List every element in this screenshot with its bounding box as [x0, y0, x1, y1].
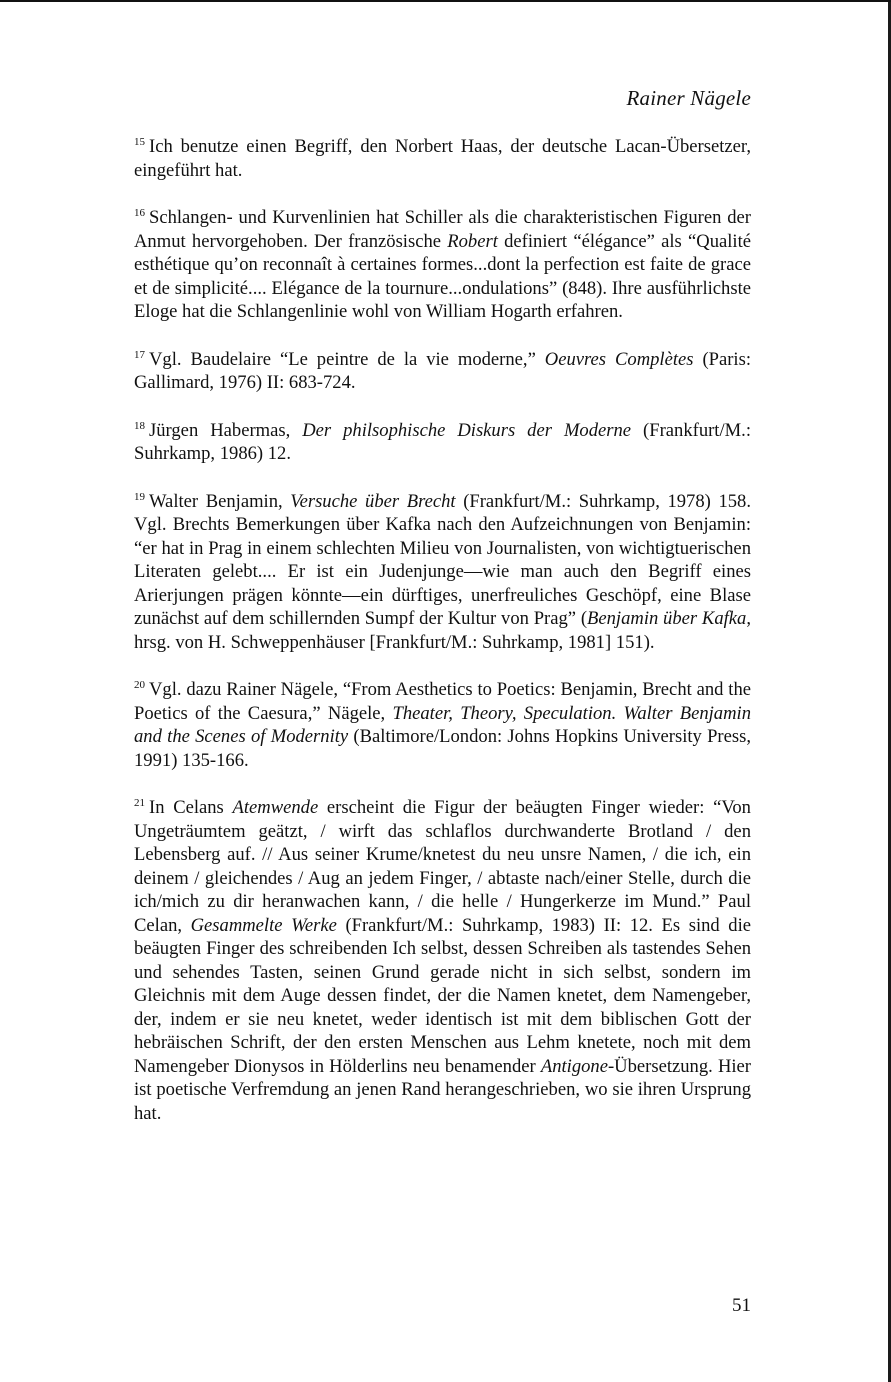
endnote-text: erscheint die Figur der beäugten Finger wieder: “Von Ungeträumtem geätzt, / wirft das schlaflos durchwanderte Brotland / den Lebensberg auf. // Aus seiner Krume/knetest du neu unsre Namen, / die ich, ein deinem / gleichendes / Aug an jedem Finger, / abtaste nach/einer Stelle, durch die ich/mich zu dir heranwachen kann, / die helle / Hungerkerze im Mund.” Paul Celan, — [134, 797, 751, 936]
endnote-text: (Frankfurt/M.: Suhrkamp, 1986) 12. — [134, 419, 751, 464]
endnote-title-italic: Antigone — [540, 1055, 608, 1077]
endnote-number: 15 — [134, 136, 145, 148]
endnote-text: (Frankfurt/M.: Suhrkamp, 1983) II: 12. Es sind die beäugten Finger des schreibenden Ich selbst, dessen Schreiben als tastendes Sehen und sehendes Tasten, seinen Grund gerade nicht in sich selbst, sondern im Gleichnis mit dem Auge dessen findet, der die Namen knetet, dem Namengeber, der, indem er sie neu knetet, weder identisch ist mit dem biblischen Gott der hebräischen Schrift, der den ersten Menschen aus Lehm knetete, noch mit dem Namengeber Dionysos in Hölderlins neu benamender — [134, 914, 751, 1077]
endnote-number: 20 — [134, 679, 145, 691]
endnotes-list — [134, 135, 751, 1149]
endnote-title-italic: Benjamin über Kafka — [587, 608, 747, 629]
endnote-text: In Celans — [149, 797, 233, 818]
endnote-20 — [134, 678, 751, 772]
endnote-text: -Übersetzung. Hier ist poetische Verfremdung an jenen Rand herangeschrieben, wo sie ihren Ursprung hat. — [134, 1055, 751, 1124]
endnote-18 — [134, 419, 751, 466]
endnote-title-italic: Robert — [447, 230, 498, 252]
endnote-text: Ich benutze einen Begriff, den Norbert Haas, der deutsche Lacan-Übersetzer, eingeführt hat. — [134, 136, 751, 181]
endnote-text: definiert “élégance” als “Qualité esthétique qu’on reconnaît à certaines formes...dont la perfection est faite de grace et de simplicité.... Elégance de la tournure...ondulations” (848). Ihre ausführlichste Eloge hat die Schlangenlinie wohl von William Hogarth erfahren. — [134, 230, 751, 322]
endnote-21 — [134, 796, 751, 1125]
endnote-text: (Paris: Gallimard, 1976) II: 683-724. — [134, 348, 751, 393]
endnote-text: , hrsg. von H. Schweppenhäuser [Frankfurt/M.: Suhrkamp, 1981] 151). — [134, 608, 751, 653]
endnote-text: (Baltimore/London: Johns Hopkins University Press, 1991) 135-166. — [134, 726, 751, 771]
endnote-17 — [134, 348, 751, 395]
endnote-16 — [134, 206, 751, 324]
endnote-title-italic: Atemwende — [232, 797, 319, 818]
endnote-text: (Frankfurt/M.: Suhrkamp, 1978) 158. Vgl. Brechts Bemerkungen über Kafka nach den Aufzeichnungen von Benjamin: “er hat in Prag in einem schlechten Milieu von Journalisten, von wichtigtuerischen Literaten gelebt.... Er ist ein Judenjunge—wie man auch den Begriff eines Arierjungen prägen könnte—ein dürftiges, unerfreuliches Geschöpf, eine Blase zunächst auf dem schillernden Sumpf der Kultur von Prag” ( — [134, 490, 751, 629]
endnote-text: Vgl. dazu Rainer Nägele, “From Aesthetics to Poetics: Benjamin, Brecht and the Poetics of the Caesura,” Nägele, — [134, 679, 751, 724]
endnote-19 — [134, 490, 751, 655]
running-head: Rainer Nägele — [626, 86, 751, 110]
endnote-number: 17 — [134, 348, 145, 361]
endnote-title-italic: Versuche über Brecht — [290, 490, 456, 512]
endnote-title-italic: Oeuvres Complètes — [544, 348, 694, 370]
endnote-text: Jürgen Habermas, — [149, 419, 303, 441]
endnote-text: Walter Benjamin, — [149, 490, 291, 512]
endnote-title-italic: Der philsophische Diskurs der Moderne — [302, 419, 632, 441]
endnote-text: Vgl. Baudelaire “Le peintre de la vie moderne,” — [149, 348, 545, 370]
endnote-15 — [134, 135, 751, 182]
endnote-text: Schlangen- und Kurvenlinien hat Schiller als die charakteristischen Figuren der Anmut hervorgehoben. Der französische — [134, 207, 751, 252]
endnote-number: 21 — [134, 797, 145, 809]
endnote-title-italic: Theater, Theory, Speculation. Walter Benjamin and the Scenes of Modernity — [134, 702, 751, 747]
page-number: 51 — [732, 1295, 751, 1316]
endnote-number: 19 — [134, 490, 145, 503]
endnote-number: 16 — [134, 207, 145, 219]
endnote-title-italic: Gesammelte Werke — [190, 914, 337, 936]
endnote-number: 18 — [134, 419, 145, 432]
